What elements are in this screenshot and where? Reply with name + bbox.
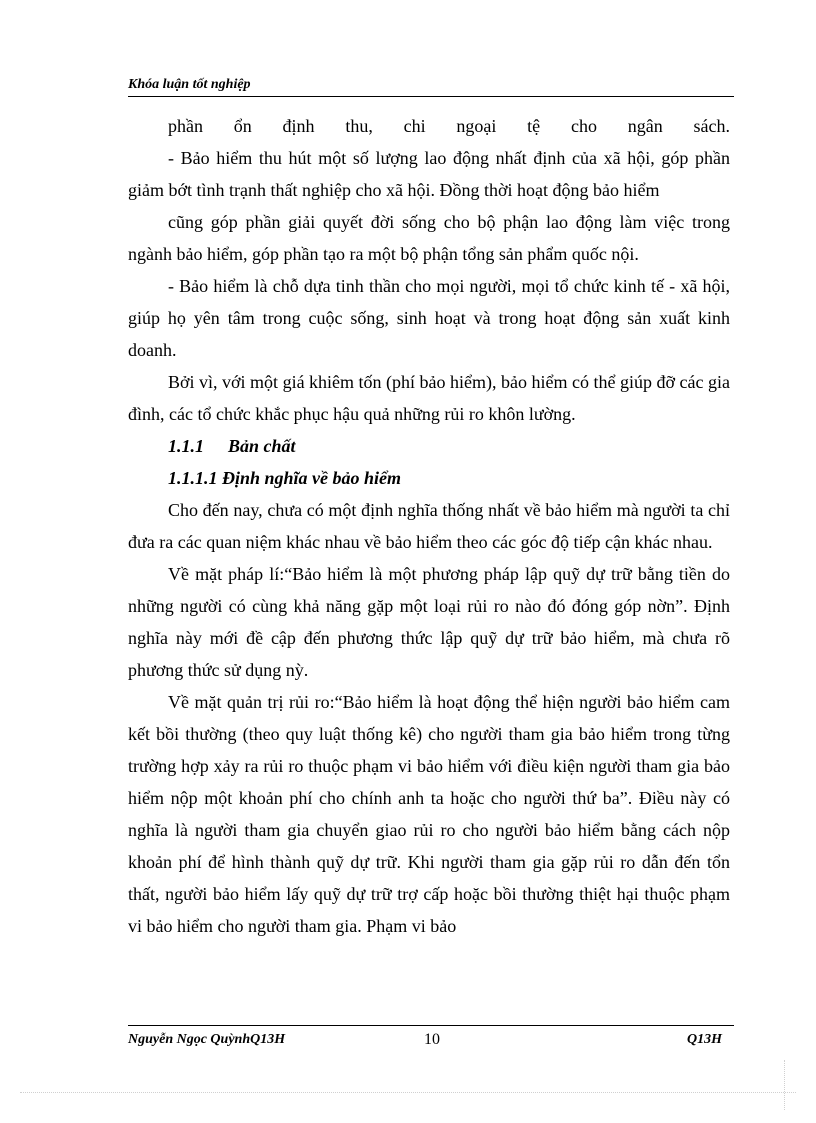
paragraph: phần ổn định thu, chi ngoại tệ cho ngân sách. (168, 116, 730, 136)
page-edge-divider (20, 1092, 796, 1093)
footer-author: Nguyễn Ngọc QuỳnhQ13H (128, 1032, 286, 1047)
footer-class-code: Q13H (687, 1032, 722, 1047)
paragraph: cũng góp phần giải quyết đời sống cho bộ phận lao động làm việc trong ngành bảo hiểm, góp phần tạo ra một bộ phận tổng sản phẩm quốc nội. (128, 212, 730, 264)
paragraph: - Bảo hiểm là chỗ dựa tinh thần cho mọi người, mọi tổ chức kinh tế - xã hội, giúp họ yên tâm trong cuộc sống, sinh hoạt và trong hoạt động sản xuất kinh doanh. (128, 276, 730, 360)
section-title: Bản chất (228, 436, 296, 456)
page-header (128, 76, 734, 97)
paragraph: - Bảo hiểm thu hút một số lượng lao động nhất định của xã hội, góp phần giảm bớt tình trạnh thất nghiệp cho xã hội. Đồng thời hoạt động bảo hiểm (128, 148, 730, 200)
page-edge-divider (784, 1060, 785, 1110)
section-number: 1.1.1 (168, 436, 204, 456)
section-heading (128, 430, 730, 462)
page-footer (128, 1025, 734, 1050)
paragraph: Về mặt quản trị rủi ro:“Bảo hiểm là hoạt động thể hiện người bảo hiểm cam kết bồi thường (theo quy luật thống kê) cho người tham gia bảo hiểm trong từng trường hợp xảy ra rủi ro thuộc phạm vi bảo hiểm với điều kiện người tham gia bảo hiểm nộp một khoản phí cho chính anh ta hoặc cho người thứ ba”. Điều này có nghĩa là người tham gia chuyển giao rủi ro cho người bảo hiểm bằng cách nộp khoản phí để hình thành quỹ dự trữ. Khi người tham gia gặp rủi ro dẫn đến tổn thất, người bảo hiểm lấy quỹ dự trữ trợ cấp hoặc bồi thường thiệt hại thuộc phạm vi bảo hiểm cho người tham gia. Phạm vi bảo (128, 692, 730, 936)
document-body (128, 110, 730, 942)
paragraph: Cho đến nay, chưa có một định nghĩa thống nhất về bảo hiểm mà người ta chỉ đưa ra các quan niệm khác nhau về bảo hiểm theo các góc độ tiếp cận khác nhau. (128, 500, 730, 552)
subsection-heading: 1.1.1.1 Định nghĩa về bảo hiểm (168, 468, 402, 488)
paragraph: Bởi vì, với một giá khiêm tốn (phí bảo hiểm), bảo hiểm có thể giúp đỡ các gia đình, các tổ chức khắc phục hậu quả những rủi ro khôn lường. (128, 372, 730, 424)
header-title: Khóa luận tốt nghiệp (128, 77, 251, 92)
page-number: 10 (424, 1031, 440, 1048)
paragraph: Về mặt pháp lí:“Bảo hiểm là một phương pháp lập quỹ dự trữ bằng tiền do những người có cùng khả năng gặp một loại rủi ro nào đó đóng góp nờn”. Định nghĩa này mới đề cập đến phương thức lập quỹ dự trữ bảo hiểm, mà chưa rõ phương thức sử dụng nỳ. (128, 564, 730, 680)
